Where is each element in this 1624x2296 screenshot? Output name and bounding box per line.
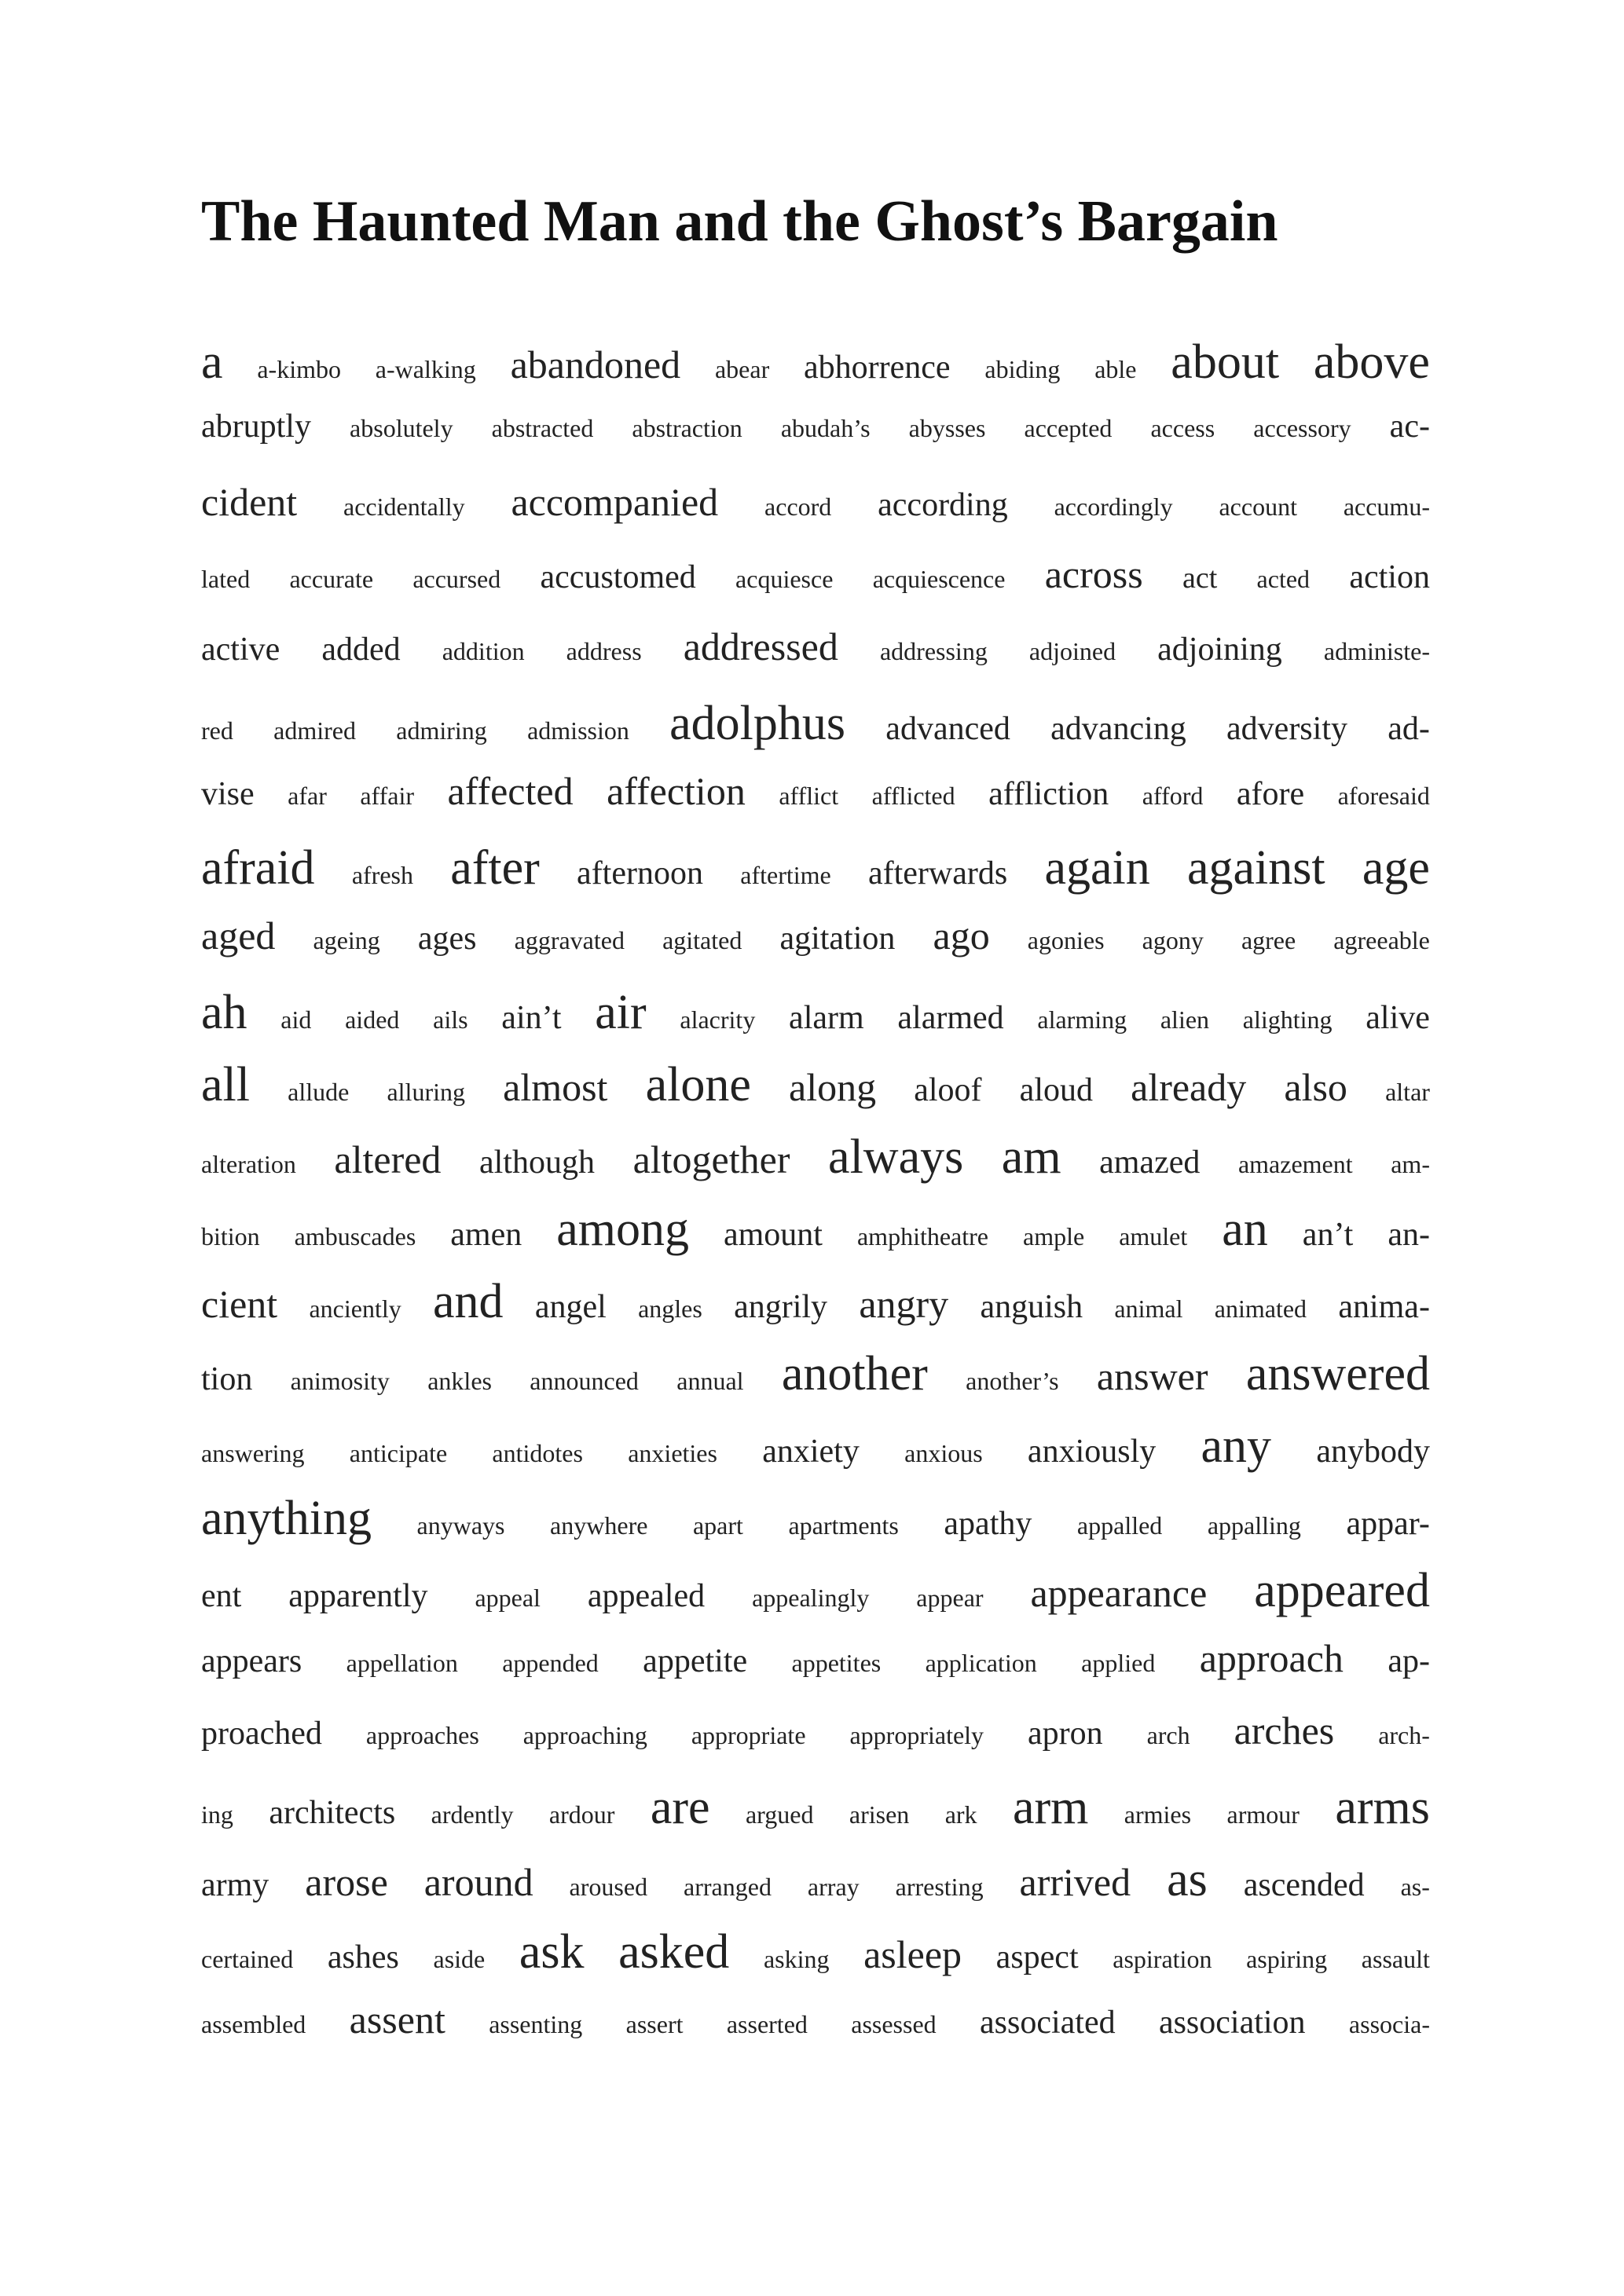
word: anyways <box>416 1511 505 1540</box>
word-line <box>201 916 1430 988</box>
word: about <box>1171 335 1280 389</box>
word: ashes <box>327 1939 399 1976</box>
word: accumu- <box>1343 493 1430 521</box>
word: amulet <box>1119 1222 1188 1251</box>
word-line <box>201 624 1430 699</box>
word: aspiration <box>1113 1945 1212 1973</box>
word: although <box>479 1144 595 1181</box>
word: appetites <box>791 1649 882 1677</box>
word: appalling <box>1207 1511 1301 1540</box>
word: advancing <box>1050 711 1186 747</box>
word: certained <box>201 1945 294 1973</box>
word-line <box>201 1566 1430 1639</box>
word: agree <box>1241 926 1296 954</box>
word: abear <box>714 355 770 383</box>
word: red <box>201 716 233 745</box>
word: afford <box>1142 782 1204 810</box>
word: animated <box>1214 1294 1307 1323</box>
word: ark <box>944 1800 977 1829</box>
word: apathy <box>944 1506 1032 1542</box>
word: anxiety <box>762 1434 860 1470</box>
word: answer <box>1096 1354 1208 1398</box>
word: accepted <box>1024 414 1113 442</box>
word: another’s <box>966 1367 1059 1395</box>
word: affected <box>447 769 574 813</box>
word: ardently <box>431 1800 514 1829</box>
page-title: The Haunted Man and the Ghost’s Bargain <box>201 189 1278 254</box>
word: around <box>423 1860 533 1904</box>
word: aspect <box>995 1939 1079 1976</box>
word: cient <box>201 1282 278 1326</box>
word: appar- <box>1346 1506 1430 1542</box>
word: appeared <box>1254 1564 1430 1617</box>
word: alive <box>1366 1000 1430 1036</box>
word: afar <box>288 782 327 810</box>
word: aroused <box>569 1873 648 1901</box>
word: again <box>1044 841 1150 895</box>
word: addressing <box>879 637 988 665</box>
word: arisen <box>849 1800 910 1829</box>
word: administe- <box>1323 637 1430 665</box>
word: associa- <box>1348 2010 1430 2038</box>
word-line <box>201 410 1430 482</box>
word: aloof <box>914 1072 982 1108</box>
word-line <box>201 1205 1430 1277</box>
word-line <box>201 1060 1430 1133</box>
word-line <box>201 1494 1430 1566</box>
word: asleep <box>863 1932 962 1976</box>
word: aggravated <box>514 926 625 954</box>
word: accidentally <box>343 493 465 521</box>
word: anciently <box>309 1294 401 1323</box>
word: appealed <box>587 1578 706 1614</box>
word: ent <box>201 1578 242 1614</box>
word: answering <box>201 1439 305 1467</box>
word: army <box>201 1867 269 1903</box>
word: across <box>1044 552 1143 596</box>
word: afresh <box>351 861 413 889</box>
word: approaches <box>365 1721 479 1749</box>
word: arch <box>1146 1721 1190 1749</box>
word: angles <box>638 1294 702 1323</box>
word: argued <box>745 1800 814 1829</box>
word: armour <box>1226 1800 1300 1829</box>
word: arresting <box>895 1873 984 1901</box>
word: addition <box>442 637 525 665</box>
word-line <box>201 1925 1430 2000</box>
word: apron <box>1027 1716 1103 1752</box>
word: another <box>781 1347 928 1401</box>
word: always <box>828 1130 964 1184</box>
word: ing <box>201 1800 233 1829</box>
word: angel <box>534 1289 607 1325</box>
word: added <box>321 632 401 668</box>
word: adjoined <box>1028 637 1116 665</box>
word: and <box>433 1275 504 1328</box>
word: also <box>1284 1065 1347 1109</box>
word: aloud <box>1019 1072 1093 1108</box>
word-line <box>201 841 1430 916</box>
word: assembled <box>201 2010 306 2038</box>
word: admiring <box>396 716 487 745</box>
word-line <box>201 552 1430 627</box>
word: a <box>201 335 223 389</box>
word: amen <box>450 1217 522 1253</box>
word: addressed <box>683 624 838 668</box>
word: arch- <box>1378 1721 1430 1749</box>
word: apparently <box>288 1578 428 1614</box>
word: ap- <box>1388 1643 1430 1679</box>
word-line <box>201 771 1430 844</box>
word: almost <box>503 1065 608 1109</box>
word: angrily <box>734 1289 828 1325</box>
word: abstraction <box>632 414 742 442</box>
word: appended <box>502 1649 599 1677</box>
word: act <box>1182 562 1218 595</box>
word: approach <box>1199 1636 1344 1680</box>
word: alien <box>1160 1005 1210 1034</box>
word: assert <box>625 2010 684 2038</box>
word: lated <box>201 565 251 593</box>
word: anybody <box>1316 1434 1430 1470</box>
word: apartments <box>788 1511 899 1540</box>
word: already <box>1131 1065 1247 1109</box>
word: annual <box>676 1367 744 1395</box>
word-line <box>201 1708 1430 1783</box>
word: animosity <box>290 1367 390 1395</box>
word: angry <box>859 1282 949 1326</box>
word: adjoining <box>1157 632 1282 668</box>
word: adversity <box>1226 711 1347 747</box>
word: arose <box>305 1860 388 1904</box>
word: anguish <box>980 1289 1083 1325</box>
word: application <box>925 1649 1037 1677</box>
word: aided <box>345 1005 400 1034</box>
word: a-kimbo <box>257 355 341 383</box>
word: answered <box>1245 1347 1430 1401</box>
word-line <box>201 1419 1430 1494</box>
word: able <box>1094 355 1137 383</box>
word: altar <box>1385 1078 1430 1106</box>
word: ascended <box>1243 1867 1365 1903</box>
word: are <box>650 1781 710 1834</box>
word: appetite <box>643 1643 748 1679</box>
word: as <box>1167 1853 1208 1906</box>
word: ain’t <box>501 1000 562 1036</box>
word: an- <box>1388 1217 1430 1253</box>
word: assault <box>1361 1945 1430 1973</box>
word: asked <box>618 1925 730 1979</box>
word: abhorrence <box>804 350 951 386</box>
word: aftertime <box>740 861 831 889</box>
word: afterwards <box>867 855 1008 892</box>
word: agitation <box>779 921 896 957</box>
word: anima- <box>1338 1289 1430 1325</box>
word: air <box>595 986 647 1039</box>
word: assent <box>349 1998 445 2041</box>
word: accordingly <box>1054 493 1173 521</box>
word: arches <box>1234 1708 1335 1752</box>
word: ask <box>519 1925 585 1979</box>
word: acquiescence <box>872 565 1006 593</box>
word: appalled <box>1076 1511 1163 1540</box>
word: am <box>1001 1130 1061 1184</box>
word: agreeable <box>1333 926 1430 954</box>
word: alarming <box>1037 1005 1127 1034</box>
word: anywhere <box>550 1511 648 1540</box>
word: appellation <box>346 1649 458 1677</box>
word: among <box>556 1203 689 1256</box>
word: tion <box>201 1361 253 1397</box>
word: alarm <box>789 1000 864 1036</box>
word: a-walking <box>375 355 476 383</box>
word: asserted <box>726 2010 808 2038</box>
word: alteration <box>201 1150 296 1178</box>
word-cloud <box>201 335 1430 2072</box>
word: anxious <box>904 1439 983 1467</box>
word: abiding <box>984 355 1061 383</box>
word: admission <box>527 716 629 745</box>
word: action <box>1349 559 1430 595</box>
word: appearance <box>1030 1571 1208 1615</box>
word: arms <box>1335 1781 1430 1834</box>
word: afore <box>1236 776 1305 812</box>
word-line <box>201 482 1430 555</box>
word: aforesaid <box>1337 782 1430 810</box>
word: vise <box>201 776 255 812</box>
word: altered <box>334 1137 442 1181</box>
word: assessed <box>851 2010 937 2038</box>
word: advanced <box>885 711 1010 747</box>
word: ails <box>433 1005 468 1034</box>
word: arrived <box>1019 1860 1131 1904</box>
word: age <box>1362 841 1430 895</box>
word: after <box>450 841 540 895</box>
word: asking <box>763 1945 830 1973</box>
word: am- <box>1391 1150 1430 1178</box>
word: appropriately <box>849 1721 984 1749</box>
word-line <box>201 1855 1430 1928</box>
word: affair <box>360 782 415 810</box>
word: appealingly <box>752 1584 870 1612</box>
word: ah <box>201 986 247 1039</box>
word: amphitheatre <box>856 1222 988 1251</box>
word: proached <box>201 1716 322 1752</box>
word: accompanied <box>511 480 719 524</box>
word: approaching <box>522 1721 647 1749</box>
word: ages <box>417 921 477 957</box>
word: arm <box>1012 1781 1089 1834</box>
word-line <box>201 1636 1430 1711</box>
word: aid <box>280 1005 312 1034</box>
word: agony <box>1142 926 1204 954</box>
word: address <box>566 637 642 665</box>
word: an <box>1222 1203 1268 1256</box>
word: acted <box>1256 565 1311 593</box>
word: anticipate <box>349 1439 448 1467</box>
word: amount <box>723 1217 823 1253</box>
word: accursed <box>412 565 501 593</box>
word: affliction <box>988 776 1109 812</box>
word: all <box>201 1058 250 1111</box>
word: amazement <box>1237 1150 1353 1178</box>
word: ardour <box>548 1800 615 1829</box>
word: architects <box>269 1795 396 1831</box>
word-line <box>201 1130 1430 1205</box>
word: ankles <box>427 1367 492 1395</box>
word: alone <box>645 1058 751 1111</box>
word: accord <box>764 493 832 521</box>
word-line <box>201 1349 1430 1422</box>
word: anxieties <box>628 1439 717 1467</box>
word: accessory <box>1253 414 1351 442</box>
word: afternoon <box>577 855 703 892</box>
word: associated <box>980 2005 1116 2041</box>
word: ad- <box>1388 711 1430 747</box>
word: arranged <box>684 1873 772 1901</box>
word-line <box>201 988 1430 1060</box>
word: alighting <box>1242 1005 1333 1034</box>
word: appeal <box>475 1584 541 1612</box>
word: aside <box>433 1945 486 1973</box>
word: ambuscades <box>294 1222 416 1251</box>
word: adolphus <box>669 697 846 750</box>
word: alarmed <box>897 1000 1004 1036</box>
word: as- <box>1400 1873 1430 1901</box>
word: aged <box>201 914 276 958</box>
word: afflict <box>779 782 839 810</box>
word: ample <box>1023 1222 1085 1251</box>
word: abudah’s <box>780 414 871 442</box>
word: affection <box>607 769 746 813</box>
word: apart <box>692 1511 743 1540</box>
word: agitated <box>662 926 742 954</box>
word: amazed <box>1099 1144 1201 1181</box>
word: association <box>1158 2005 1306 2041</box>
word: altogether <box>632 1137 790 1181</box>
word-line <box>201 1783 1430 1855</box>
word: armies <box>1124 1800 1192 1829</box>
word: account <box>1219 493 1297 521</box>
word: above <box>1313 335 1430 389</box>
word: any <box>1201 1419 1272 1473</box>
word: agonies <box>1027 926 1105 954</box>
word: abandoned <box>510 342 681 386</box>
word: abysses <box>908 414 986 442</box>
word-line <box>201 699 1430 771</box>
word: afraid <box>201 841 315 895</box>
word: aspiring <box>1246 1945 1328 1973</box>
word: acquiesce <box>735 565 834 593</box>
word: ago <box>933 914 990 958</box>
word: allude <box>288 1078 350 1106</box>
word: against <box>1186 841 1325 895</box>
word-line <box>201 1277 1430 1349</box>
word: anxiously <box>1027 1434 1157 1470</box>
word: assenting <box>489 2010 583 2038</box>
word: appear <box>916 1584 984 1612</box>
word: anything <box>201 1492 372 1545</box>
word: ageing <box>313 926 380 954</box>
word: appropriate <box>691 1721 806 1749</box>
word: alacrity <box>680 1005 756 1034</box>
word: cident <box>201 480 298 524</box>
word: admired <box>273 716 356 745</box>
word: appears <box>201 1643 302 1679</box>
word: afflicted <box>871 782 955 810</box>
word: accustomed <box>540 559 696 595</box>
word: an’t <box>1302 1217 1354 1253</box>
word: accurate <box>289 565 374 593</box>
word-line <box>201 335 1430 410</box>
word-line <box>201 2000 1430 2072</box>
word: alluring <box>387 1078 465 1106</box>
word: active <box>201 632 280 668</box>
word: along <box>789 1065 877 1109</box>
word: animal <box>1114 1294 1183 1323</box>
word: absolutely <box>350 414 453 442</box>
word: abstracted <box>491 414 594 442</box>
word: ac- <box>1389 408 1430 445</box>
word: array <box>807 1873 860 1901</box>
word: according <box>878 487 1008 523</box>
word: announced <box>530 1367 639 1395</box>
word: access <box>1150 414 1215 442</box>
word: bition <box>201 1222 260 1251</box>
word: antidotes <box>492 1439 583 1467</box>
word: applied <box>1081 1649 1156 1677</box>
word: abruptly <box>201 408 311 445</box>
